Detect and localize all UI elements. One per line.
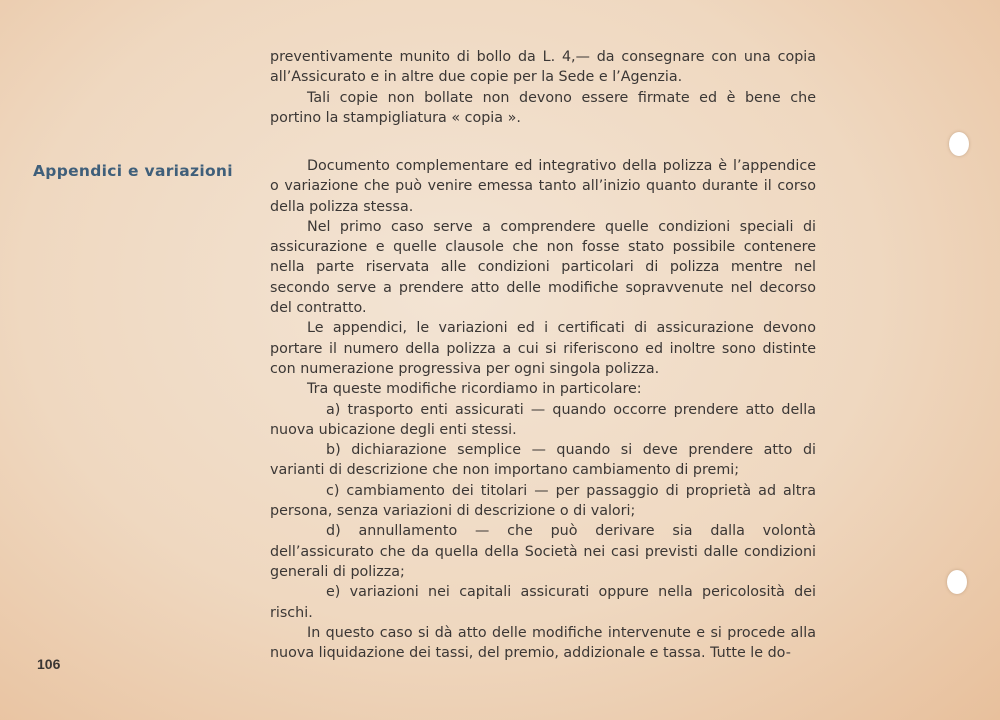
- paragraph: preventivamente munito di bollo da L. 4,— da consegnare con una copia all’Assicurato e in altre due copie per la Sede e l’Agenzia.: [270, 49, 816, 86]
- text-block-appendici: [270, 156, 816, 663]
- text-block-continuation: [270, 47, 816, 128]
- list-item: c) cambiamento dei titolari — per passaggio di proprietà ad altra persona, senza variazioni di descrizione o di valori;: [270, 482, 816, 520]
- page-number: 106: [37, 656, 61, 672]
- list-item: e) variazioni nei capitali assicurati oppure nella pericolosità dei rischi.: [270, 584, 816, 621]
- list-item: b) dichiarazione semplice — quando si deve prendere atto di varianti di descrizione che non importano cambiamento di premi;: [270, 442, 816, 479]
- paragraph: In questo caso si dà atto delle modifiche intervenute e si procede alla nuova liquidazione dei tassi, del premio, addizionale e tassa. Tutte le do-: [270, 624, 816, 662]
- paragraph: Tali copie non bollate non devono essere firmate ed è bene che portino la stampigliatura « copia ».: [270, 89, 816, 126]
- paragraph: Nel primo caso serve a comprendere quelle condizioni speciali di assicurazione e quelle clausole che non fosse stato possibile contenere nella parte riservata alle condizioni particolari di polizza mentre nel secondo serve a prendere atto delle modifiche sopravvenute nel decorso del contratto.: [270, 218, 816, 317]
- binder-hole: [949, 132, 969, 156]
- list-item: d) annullamento — che può derivare sia dalla volontà dell’assicurato che da quella della Società nei casi previsti dalle condizioni generali di polizza;: [270, 523, 816, 580]
- binder-hole: [947, 570, 967, 594]
- paragraph: Tra queste modifiche ricordiamo in particolare:: [307, 381, 642, 398]
- list-item: a) trasporto enti assicurati — quando occorre prendere atto della nuova ubicazione degli enti stessi.: [270, 401, 816, 438]
- section-heading: Appendici e variazioni: [33, 162, 233, 180]
- paragraph: Le appendici, le variazioni ed i certificati di assicurazione devono portare il numero della polizza a cui si riferiscono ed inoltre sono distinte con numerazione progressiva per ogni singola polizza.: [270, 320, 816, 377]
- paragraph: Documento complementare ed integrativo della polizza è l’appendice o variazione che può venire emessa tanto all’inizio quanto durante il corso della polizza stessa.: [270, 158, 816, 215]
